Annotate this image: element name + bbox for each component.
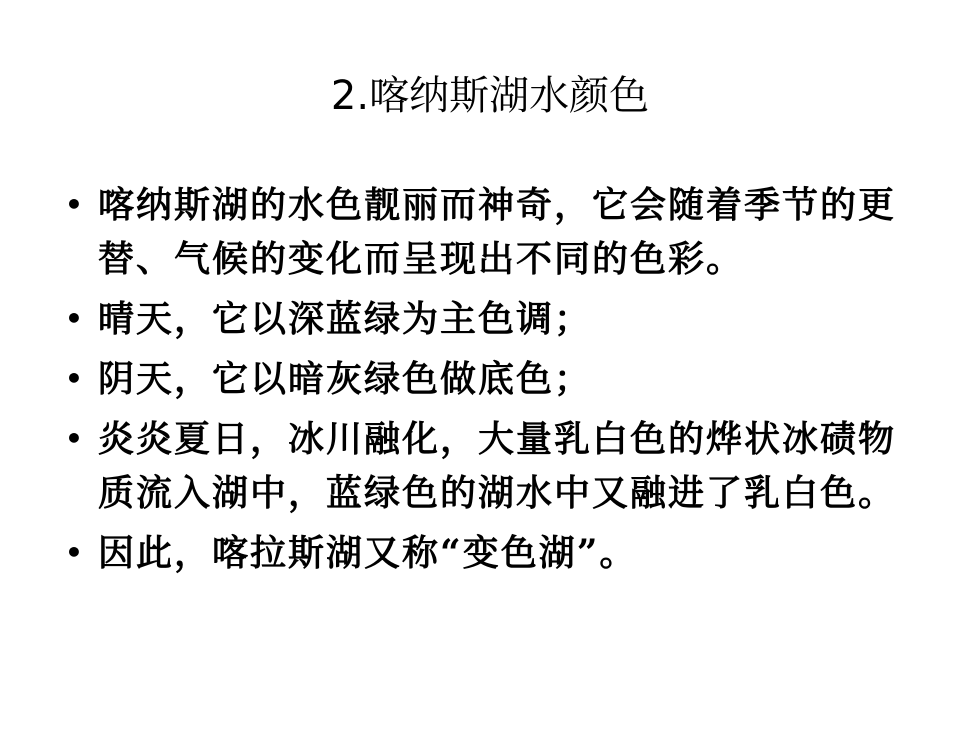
bullet-text: 炎炎夏日，冰川融化，大量乳白色的烨状冰碛物质流入湖中，蓝绿色的湖水中又融进了乳白色。 [98,418,897,514]
bullet-icon: • [65,302,85,335]
bullet-icon: • [65,422,85,455]
slide-title: 2.喀纳斯湖水颜色 [330,73,650,119]
list-item [58,352,898,406]
bullet-icon: • [65,536,85,569]
bullet-icon: • [65,362,85,395]
bullet-text: 晴天，它以深蓝绿为主色调； [98,298,593,340]
list-item [58,526,898,580]
bullet-text: 因此，喀拉斯湖又称“变色湖”。 [98,532,638,574]
list-item [58,178,898,286]
bullet-text: 喀纳斯湖的水色靓丽而神奇，它会随着季节的更替、气候的变化而呈现出不同的色彩。 [98,184,897,280]
bullet-text: 阴天，它以暗灰绿色做底色； [98,358,593,400]
bullet-icon: • [65,188,85,221]
list-item [58,412,898,520]
bullet-list [58,178,898,586]
list-item [58,292,898,346]
